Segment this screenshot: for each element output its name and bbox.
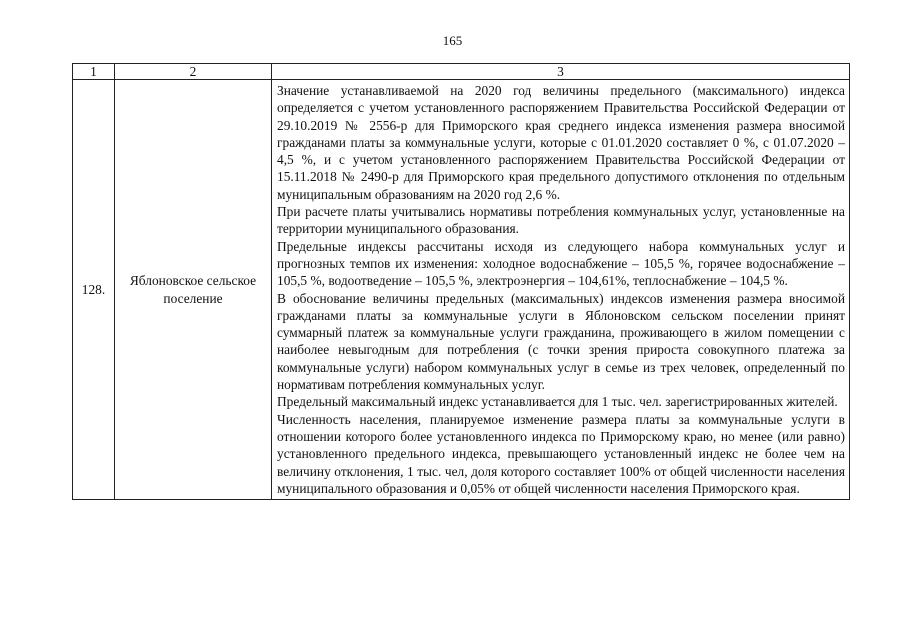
page-number: 165: [442, 33, 463, 48]
paragraph: Численность населения, планируемое изменение размера платы за коммунальные услуги в отношении которого более установленного индекса по Приморскому краю, но менее (или равно) установленного предельного индекса, превышающего установленный индекс не более чем на величину отклонения, 1 тыс. чел, доля которого составляет 100% от общей численности населения муниципального образования и 0,05% от общей численности населения Приморского края.: [277, 411, 845, 496]
paragraph: В обоснование величины предельных (максимальных) индексов изменения размера вносимой гражданами платы за коммунальные услуги в Яблоновском сельском поселении принят суммарный платеж за коммунальные услуги гражданина, проживающего в жилом помещении с наиболее невыгодным для потребления (с точки зрения прироста совокупного платежа за коммунальные услуги) набором коммунальных услуг в семье из трех человек, определенный по нормативам потребления коммунальных услуг.: [277, 290, 845, 393]
table-row: [73, 80, 850, 500]
paragraph: Значение устанавливаемой на 2020 год величины предельного (максимального) индекса определяется с учетом установленного распоряжением Правительства Российской Федерации от 29.10.2019 № 2556-р для Приморского края среднего индекса изменения размера вносимой гражданами платы за коммунальные услуги, которые с 01.01.2020 составляет 0 %, с 01.07.2020 – 4,5 %, и с учетом установленного распоряжением Правительства Российской Федерации от 15.11.2018 № 2490-р для Приморского края предельного допустимого отклонения по отдельным муниципальным образованиям на 2020 год 2,6 %.: [277, 83, 845, 202]
column-header-3: 3: [272, 64, 850, 80]
paragraph: При расчете платы учитывались нормативы потребления коммунальных услуг, установленные на территории муниципального образования.: [277, 204, 845, 237]
description-cell: [272, 80, 850, 500]
row-number: 128.: [73, 80, 115, 500]
municipality-name: Яблоновское сельское поселение: [115, 80, 272, 500]
data-table: [72, 63, 850, 500]
paragraph: Предельный максимальный индекс устанавливается для 1 тыс. чел. зарегистрированных жителей.: [277, 394, 838, 410]
column-header-1: 1: [73, 64, 115, 80]
column-header-2: 2: [115, 64, 272, 80]
paragraph: Предельные индексы рассчитаны исходя из следующего набора коммунальных услуг и прогнозных темпов их изменения: холодное водоснабжение – 105,5 %, горячее водоснабжение – 105,5 %, водоотведение – 105,5 %, электроэнергия – 104,61%, теплоснабжение – 104,5 %.: [277, 238, 845, 289]
table-header-row: [73, 64, 850, 80]
